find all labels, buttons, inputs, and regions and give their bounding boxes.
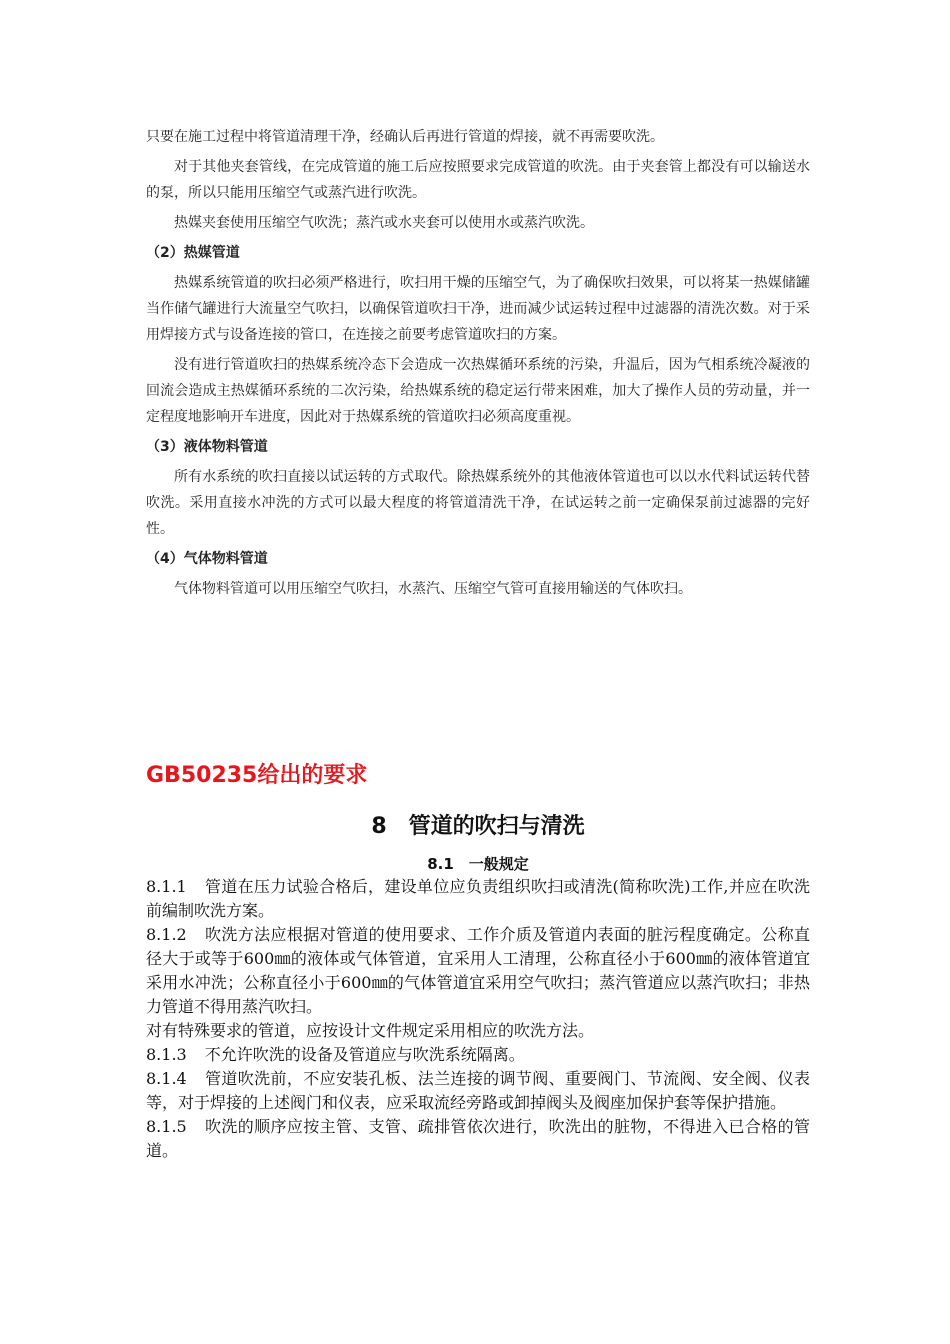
clause-item <box>146 1067 810 1115</box>
clause-text: 对有特殊要求的管道，应按设计文件规定采用相应的吹洗方法。 <box>146 1021 595 1040</box>
clause-number: 8.1.2 <box>146 925 187 944</box>
paragraph: 对于其他夹套管线，在完成管道的施工后应按照要求完成管道的吹洗。由于夹套管上都没有可以输送水的泵，所以只能用压缩空气或蒸汽进行吹洗。 <box>146 159 810 201</box>
paragraph: 气体物料管道可以用压缩空气吹扫，水蒸汽、压缩空气管可直接用输送的气体吹扫。 <box>174 581 692 597</box>
clause-text: 不允许吹洗的设备及管道应与吹洗系统隔离。 <box>204 1045 525 1064</box>
clause-text: 吹洗的顺序应按主管、支管、疏排管依次进行，吹洗出的脏物，不得进入已合格的管道。 <box>146 1117 810 1160</box>
subheading-heat-medium-pipe: （2）热媒管道 <box>146 245 240 261</box>
chapter-title: 8 管道的吹扫与清洗 <box>371 814 585 839</box>
paragraph: 所有水系统的吹扫直接以试运转的方式取代。除热媒系统外的其他液体管道也可以以水代料试运转代替吹洗。采用直接水冲洗的方式可以最大程度的将管道清洗干净，在试运转之前一定确保泵前过滤器的完好性。 <box>146 469 810 537</box>
standard-heading: GB50235给出的要求 <box>146 763 368 788</box>
clause-number: 8.1.5 <box>146 1117 187 1136</box>
clause-list <box>146 875 810 1163</box>
paragraph: 没有进行管道吹扫的热媒系统冷态下会造成一次热媒循环系统的污染，升温后，因为气相系统冷凝液的回流会造成主热媒循环系统的二次污染，给热媒系统的稳定运行带来困难，加大了操作人员的劳动量，并一定程度地影响开车进度，因此对于热媒系统的管道吹扫必须高度重视。 <box>146 357 810 425</box>
clause-item <box>146 923 810 1019</box>
paragraph: 只要在施工过程中将管道清理干净，经确认后再进行管道的焊接，就不再需要吹洗。 <box>146 129 664 145</box>
clause-item <box>146 1043 810 1067</box>
clause-number: 8.1.3 <box>146 1045 187 1064</box>
paragraph: 热媒夹套使用压缩空气吹洗；蒸汽或水夹套可以使用水或蒸汽吹洗。 <box>174 215 594 231</box>
subheading-liquid-pipe: （3）液体物料管道 <box>146 439 268 455</box>
clause-text: 管道在压力试验合格后，建设单位应负责组织吹扫或清洗(简称吹洗)工作,并应在吹洗前编制吹洗方案。 <box>146 877 810 920</box>
subheading-gas-pipe: （4）气体物料管道 <box>146 551 268 567</box>
clause-item <box>146 1019 810 1043</box>
clause-number: 8.1.1 <box>146 877 187 896</box>
clause-item <box>146 875 810 923</box>
paragraph: 热媒系统管道的吹扫必须严格进行，吹扫用干燥的压缩空气，为了确保吹扫效果，可以将某一热媒储罐当作储气罐进行大流量空气吹扫，以确保管道吹扫干净，进而减少试运转过程中过滤器的清洗次数。对于采用焊接方式与设备连接的管口，在连接之前要考虑管道吹扫的方案。 <box>146 275 810 343</box>
upper-section <box>146 124 810 606</box>
clause-text: 管道吹洗前，不应安装孔板、法兰连接的调节阀、重要阀门、节流阀、安全阀、仪表等，对于焊接的上述阀门和仪表，应采取流经旁路或卸掉阀头及阀座加保护套等保护措施。 <box>146 1069 810 1112</box>
clause-item <box>146 1115 810 1163</box>
clause-number: 8.1.4 <box>146 1069 187 1088</box>
clause-text: 吹洗方法应根据对管道的使用要求、工作介质及管道内表面的脏污程度确定。公称直径大于或等于600㎜的液体或气体管道，宜采用人工清理，公称直径小于600㎜的液体管道宜采用水冲洗；公称直径小于600㎜的气体管道宜采用空气吹扫；蒸汽管道应以蒸汽吹扫；非热力管道不得用蒸汽吹扫。 <box>146 925 810 1016</box>
section-title: 8.1 一般规定 <box>427 855 529 873</box>
